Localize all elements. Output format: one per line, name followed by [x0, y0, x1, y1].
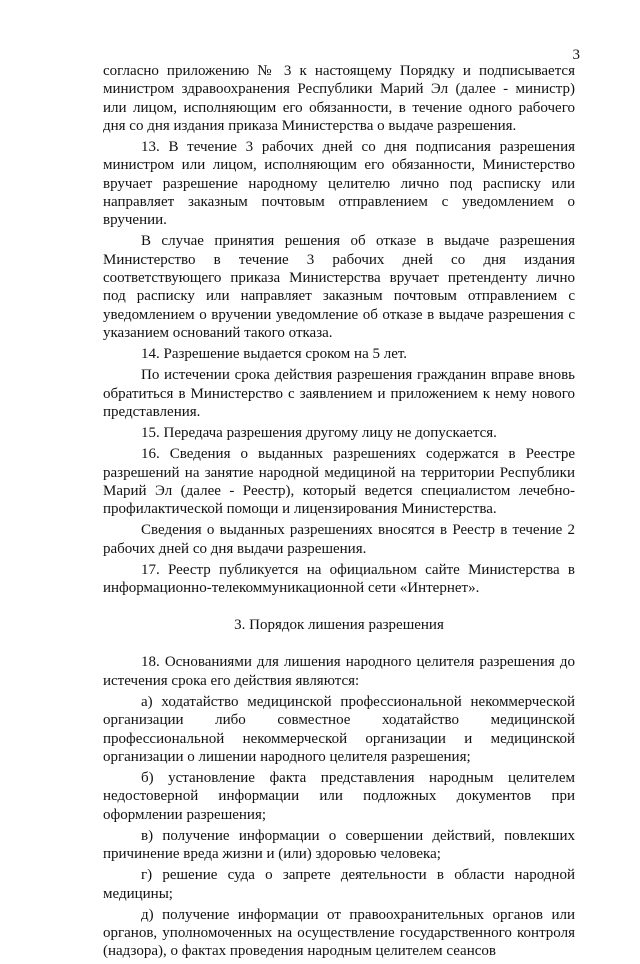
paragraph-item-15: 15. Передача разрешения другому лицу не допускается. — [141, 425, 497, 442]
page-number: 3 — [572, 47, 580, 63]
paragraph-registry-entry: Сведения о выданных разрешениях вносятся в Реестр в течение 2 рабочих дней со дня выдачи разрешения. — [103, 522, 575, 557]
paragraph-item-18a: а) ходатайство медицинской профессиональной некоммерческой организации либо совместное ходатайство медицинской профессиональной некоммерческой организации и медицинской организации о лишении народного целителя разрешения; — [103, 693, 575, 765]
paragraph-item-17: 17. Реестр публикуется на официальном сайте Министерства в информационно-телекоммуникационной сети «Интернет». — [103, 561, 575, 597]
section-heading: 3. Порядок лишения разрешения — [234, 617, 444, 634]
paragraph-item-18: 18. Основаниями для лишения народного целителя разрешения до истечения срока его действия являются: — [103, 654, 575, 689]
paragraph-item-13: 13. В течение 3 рабочих дней со дня подписания разрешения министром или лицом, исполняющим его обязанности, Министерство вручает разрешение народному целителю лично под расписку или направляет заказным почтовым отправлением с уведомлением о вручении. — [103, 139, 575, 229]
paragraph-item-14: 14. Разрешение выдается сроком на 5 лет. — [141, 346, 408, 363]
paragraph-item-18b: б) установление факта представления народным целителем недостоверной информации или подложных документов при оформлении разрешения; — [103, 770, 575, 823]
paragraph-item-18e: д) получение информации от правоохранительных органов или органов, уполномоченных на осуществление государственного контроля (надзора), о фактах проведения народным целителем сеансов — [103, 906, 575, 960]
paragraph-continuation: согласно приложению № 3 к настоящему Порядку и подписывается министром здравоохранения Республики Марий Эл (далее - министр) или лицом, исполняющим его обязанности, в течение одного рабочего дня со дня издания приказа Министерства о выдаче разрешения. — [103, 63, 575, 134]
paragraph-item-18d: г) решение суда о запрете деятельности в области народной медицины; — [103, 867, 575, 902]
document-body — [103, 62, 575, 964]
paragraph-item-18c: в) получение информации о совершении действий, повлекших причинение вреда жизни и (или) здоровью человека; — [103, 827, 575, 863]
paragraph-refusal: В случае принятия решения об отказе в выдаче разрешения Министерство в течение 3 рабочих дней со дня издания соответствующего приказа Министерства вручает претенденту лично под расписку или направляет заказным почтовым отправлением с уведомлением о вручении уведомление об отказе в выдаче разрешения с указанием оснований такого отказа. — [103, 233, 575, 341]
paragraph-item-16: 16. Сведения о выданных разрешениях содержатся в Реестре разрешений на занятие народной медициной на территории Республики Марий Эл (далее - Реестр), который ведется специалистом лечебно-профилактической помощи и лицензирования Министерства. — [103, 446, 575, 518]
paragraph-expiry: По истечении срока действия разрешения гражданин вправе вновь обратиться в Министерство с заявлением и приложением к нему нового представления. — [103, 367, 575, 420]
